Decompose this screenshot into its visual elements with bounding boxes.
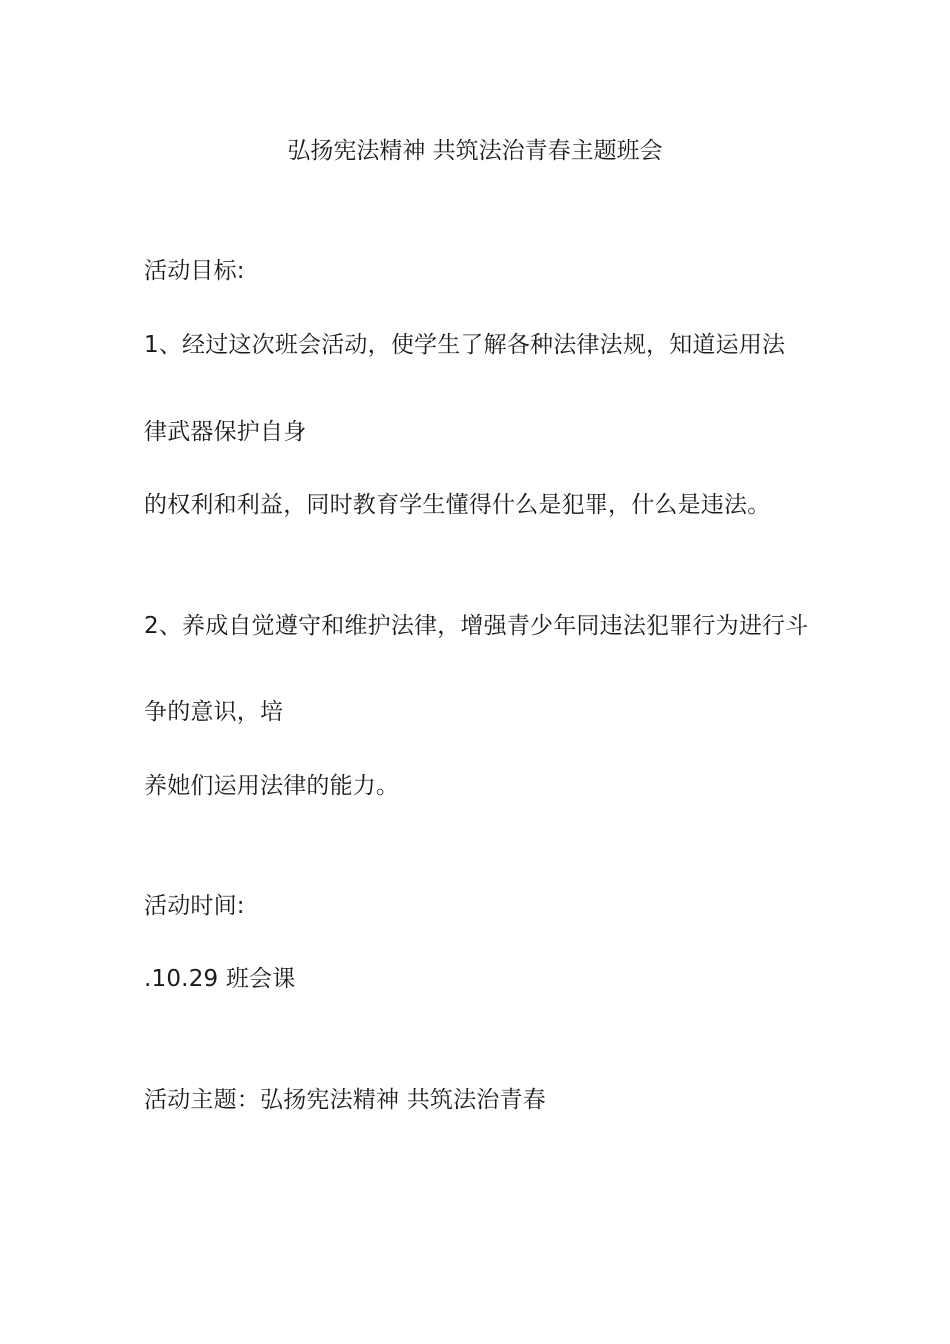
goal-2-line-2: 争的意识，培	[144, 699, 284, 725]
goal-2-line-1: 2、养成自觉遵守和维护法律，增强青少年同违法犯罪行为进行斗	[144, 613, 809, 639]
time-value: .10.29 班会课	[144, 966, 296, 992]
goal-1-line-2: 律武器保护自身	[144, 419, 307, 445]
document-title: 弘扬宪法精神 共筑法治青春主题班会	[287, 138, 663, 164]
goal-1-line-1: 1、经过这次班会活动，使学生了解各种法律法规，知道运用法	[144, 332, 786, 358]
time-heading: 活动时间:	[144, 893, 245, 919]
goal-2-line-3: 养她们运用法律的能力。	[144, 773, 400, 799]
goal-heading: 活动目标:	[144, 258, 245, 284]
theme-line: 活动主题：弘扬宪法精神 共筑法治青春	[144, 1087, 546, 1113]
goal-1-line-3: 的权利和利益，同时教育学生懂得什么是犯罪，什么是违法。	[144, 492, 771, 518]
